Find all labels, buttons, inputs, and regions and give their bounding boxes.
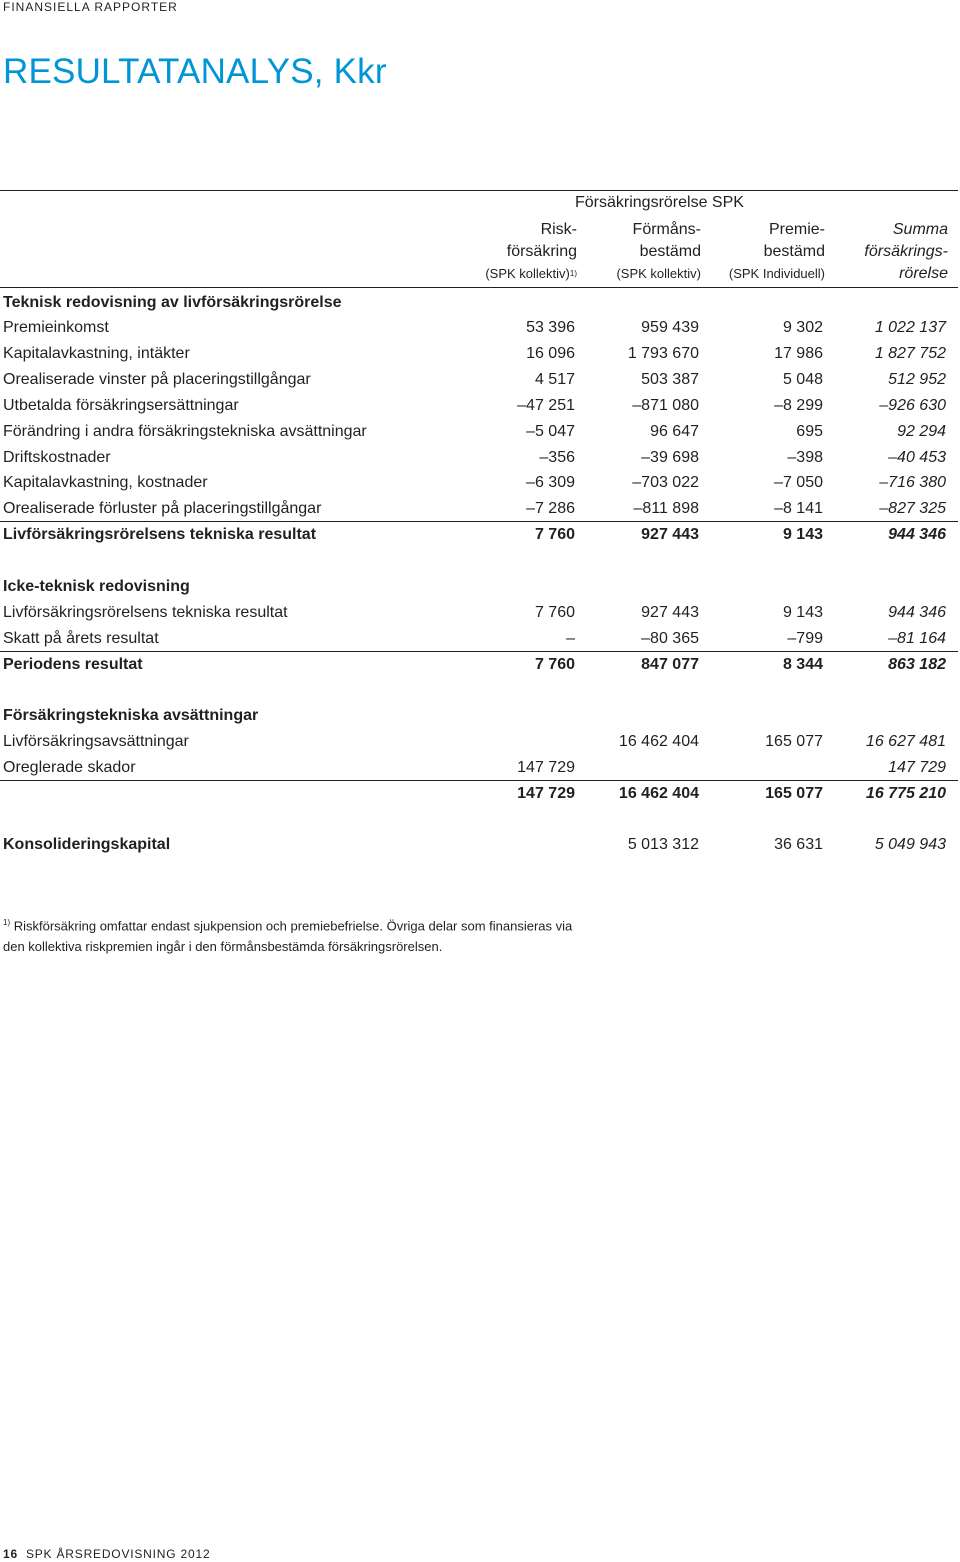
column-header-summa bbox=[864, 219, 948, 285]
footnote-line: $^{1)}$ Riskförsäkring omfattar endast sjukpension och premiebefrielse. Övriga delar som finansieras via bbox=[3, 918, 573, 934]
row-label: Försäkringstekniska avsättningar bbox=[3, 707, 259, 724]
cell-premie: –799 bbox=[787, 630, 823, 647]
cell-summa: –827 325 bbox=[879, 500, 946, 517]
cell-formans: –703 022 bbox=[632, 474, 699, 491]
cell-risk: 4 517 bbox=[534, 371, 575, 388]
cell-formans: 1 793 670 bbox=[627, 345, 699, 362]
column-header-sub: (SPK kollektiv) bbox=[616, 266, 701, 281]
cell-risk: –5 047 bbox=[526, 423, 575, 440]
row-label: Orealiserade vinster på placeringstillgångar bbox=[3, 371, 311, 388]
column-header-line: Förmåns- bbox=[632, 221, 701, 238]
cell-premie: –398 bbox=[787, 449, 823, 466]
cell-formans: 959 439 bbox=[641, 319, 699, 336]
cell-premie: 165 077 bbox=[765, 785, 823, 802]
footnote bbox=[3, 912, 572, 957]
column-header-risk bbox=[485, 219, 577, 285]
table-row bbox=[0, 367, 958, 393]
cell-risk: 147 729 bbox=[517, 785, 575, 802]
section-heading bbox=[0, 703, 958, 729]
cell-risk: –7 286 bbox=[526, 500, 575, 517]
row-label: Icke-teknisk redovisning bbox=[3, 578, 190, 595]
column-header-formans bbox=[616, 219, 701, 285]
cell-formans: 927 443 bbox=[641, 526, 699, 543]
row-label: Livförsäkringsrörelsens tekniska resultat bbox=[3, 526, 317, 543]
cell-premie: 9 143 bbox=[782, 526, 823, 543]
running-head: FINANSIELLA RAPPORTER bbox=[3, 0, 178, 14]
cell-summa: 1 022 137 bbox=[874, 319, 946, 336]
column-header-line: Premie- bbox=[768, 221, 825, 238]
cell-premie: –8 141 bbox=[774, 500, 823, 517]
table-row bbox=[0, 419, 958, 445]
table-row bbox=[0, 626, 958, 652]
cell-formans: 5 013 312 bbox=[627, 836, 699, 853]
row-label: Skatt på årets resultat bbox=[3, 630, 159, 647]
cell-premie: 9 302 bbox=[782, 319, 823, 336]
cell-formans: 503 387 bbox=[641, 371, 699, 388]
row-label: Periodens resultat bbox=[3, 656, 143, 673]
table-row bbox=[0, 755, 958, 781]
row-label: Livförsäkringsavsättningar bbox=[3, 733, 189, 750]
cell-risk: 7 760 bbox=[534, 604, 575, 621]
cell-premie: 17 986 bbox=[774, 345, 823, 362]
total-row bbox=[0, 522, 958, 548]
cell-premie: –8 299 bbox=[774, 397, 823, 414]
table-row-konsolidering bbox=[0, 832, 958, 858]
cell-summa: 944 346 bbox=[888, 526, 946, 543]
table-row bbox=[0, 600, 958, 626]
cell-formans: 927 443 bbox=[641, 604, 699, 621]
cell-summa: 147 729 bbox=[888, 759, 946, 776]
table-row bbox=[0, 496, 958, 522]
cell-summa: 863 182 bbox=[888, 656, 946, 673]
page-title: RESULTATANALYS, Kkr bbox=[3, 52, 387, 91]
row-label: Driftskostnader bbox=[3, 449, 111, 466]
table-row bbox=[0, 445, 958, 471]
table-top-rule bbox=[0, 190, 958, 191]
table-row bbox=[0, 393, 958, 419]
total-row bbox=[0, 781, 958, 807]
cell-formans: –871 080 bbox=[632, 397, 699, 414]
cell-formans: 16 462 404 bbox=[618, 785, 699, 802]
cell-risk: 7 760 bbox=[534, 656, 575, 673]
footnote-line: den kollektiva riskpremien ingår i den förmånsbestämda försäkringsrörelsen. bbox=[3, 939, 443, 955]
cell-summa: 92 294 bbox=[897, 423, 946, 440]
column-header-premie bbox=[729, 219, 825, 285]
row-label: Orealiserade förluster på placeringstillgångar bbox=[3, 500, 322, 517]
cell-summa: –926 630 bbox=[879, 397, 946, 414]
total-row bbox=[0, 652, 958, 678]
footnote-marker: 1) bbox=[569, 269, 577, 278]
cell-formans: –39 698 bbox=[641, 449, 699, 466]
cell-summa: –40 453 bbox=[888, 449, 946, 466]
row-label: Teknisk redovisning av livförsäkringsrörelse bbox=[3, 294, 342, 311]
footnote-marker: 1) bbox=[3, 918, 11, 927]
cell-summa: 16 627 481 bbox=[865, 733, 946, 750]
cell-premie: 8 344 bbox=[782, 656, 823, 673]
table-row bbox=[0, 729, 958, 755]
cell-summa: 1 827 752 bbox=[874, 345, 946, 362]
cell-premie: –7 050 bbox=[774, 474, 823, 491]
row-label: Oreglerade skador bbox=[3, 759, 136, 776]
table-row bbox=[0, 470, 958, 496]
cell-summa: 5 049 943 bbox=[874, 836, 946, 853]
column-header-line: rörelse bbox=[899, 265, 948, 282]
row-label: Premieinkomst bbox=[3, 319, 109, 336]
cell-risk: – bbox=[566, 630, 575, 647]
header-rule bbox=[0, 287, 958, 288]
cell-summa: –716 380 bbox=[879, 474, 946, 491]
page-number: 16 bbox=[3, 1547, 18, 1561]
cell-risk: –6 309 bbox=[526, 474, 575, 491]
cell-formans: –80 365 bbox=[641, 630, 699, 647]
cell-formans: 96 647 bbox=[650, 423, 699, 440]
table-row bbox=[0, 315, 958, 341]
cell-risk: 147 729 bbox=[517, 759, 575, 776]
row-label: Konsolideringskapital bbox=[3, 836, 171, 853]
page-footer bbox=[3, 1547, 210, 1561]
group-header: Försäkringsrörelse SPK bbox=[575, 194, 744, 211]
column-header-line: Summa bbox=[892, 221, 948, 238]
column-header-line: bestämd bbox=[639, 243, 701, 260]
table-row bbox=[0, 341, 958, 367]
cell-summa: 16 775 210 bbox=[865, 785, 946, 802]
column-header-line: bestämd bbox=[763, 243, 825, 260]
cell-formans: 847 077 bbox=[641, 656, 699, 673]
cell-risk: 16 096 bbox=[526, 345, 575, 362]
cell-summa: –81 164 bbox=[888, 630, 946, 647]
cell-formans: 16 462 404 bbox=[618, 733, 699, 750]
row-label: Kapitalavkastning, intäkter bbox=[3, 345, 190, 362]
column-header-line: Risk- bbox=[540, 221, 577, 238]
section-heading bbox=[0, 574, 958, 600]
cell-premie: 165 077 bbox=[765, 733, 823, 750]
row-label: Kapitalavkastning, kostnader bbox=[3, 474, 208, 491]
row-label: Utbetalda försäkringsersättningar bbox=[3, 397, 239, 414]
column-header-line: försäkrings- bbox=[864, 243, 948, 260]
column-header-sub: (SPK Individuell) bbox=[728, 266, 825, 281]
cell-risk: –47 251 bbox=[517, 397, 575, 414]
cell-premie: 5 048 bbox=[782, 371, 823, 388]
column-header-sub: (SPK kollektiv)$^{1)}$ bbox=[485, 266, 577, 281]
cell-summa: 944 346 bbox=[888, 604, 946, 621]
cell-formans: –811 898 bbox=[633, 500, 699, 517]
section-heading bbox=[0, 290, 958, 316]
cell-premie: 9 143 bbox=[782, 604, 823, 621]
row-label: Livförsäkringsrörelsens tekniska resultat bbox=[3, 604, 288, 621]
column-header-line: försäkring bbox=[506, 243, 577, 260]
cell-risk: –356 bbox=[539, 449, 575, 466]
cell-premie: 695 bbox=[796, 423, 823, 440]
cell-summa: 512 952 bbox=[888, 371, 946, 388]
cell-risk: 53 396 bbox=[526, 319, 575, 336]
cell-risk: 7 760 bbox=[534, 526, 575, 543]
row-label: Förändring i andra försäkringstekniska avsättningar bbox=[3, 423, 367, 440]
footer-text: SPK ÅRSREDOVISNING 2012 bbox=[25, 1547, 211, 1561]
cell-premie: 36 631 bbox=[774, 836, 823, 853]
